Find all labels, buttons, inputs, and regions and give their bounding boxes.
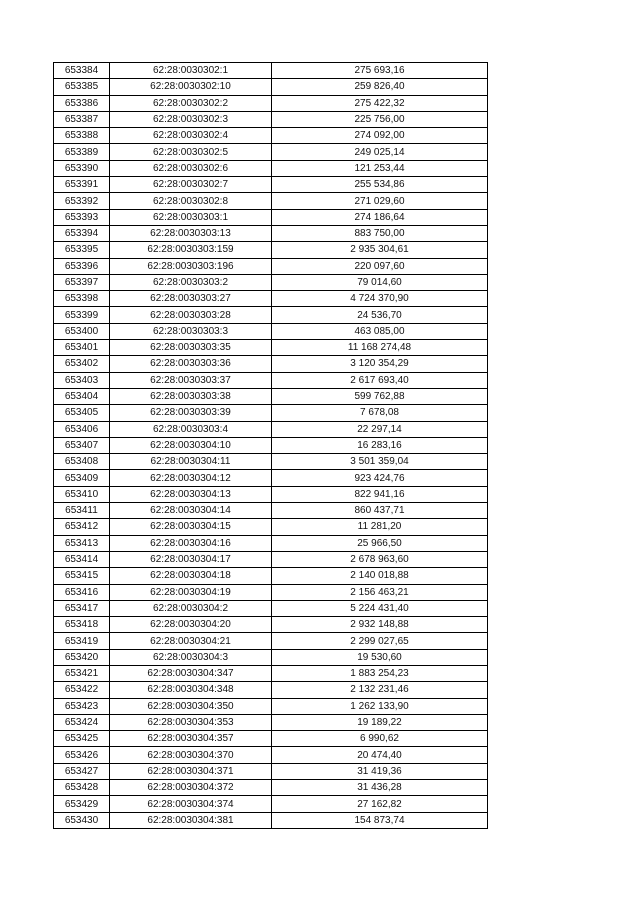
- row-number-cell: 653393: [54, 209, 110, 225]
- table-row: [54, 177, 488, 193]
- table-row: [54, 731, 488, 747]
- cadastral-number-cell: 62:28:0030303:4: [110, 421, 272, 437]
- cadastral-number-cell: 62:28:0030302:4: [110, 128, 272, 144]
- row-number-cell: 653413: [54, 535, 110, 551]
- table-row: [54, 747, 488, 763]
- row-number-cell: 653386: [54, 95, 110, 111]
- cadastral-number-cell: 62:28:0030302:7: [110, 177, 272, 193]
- cadastral-number-cell: 62:28:0030304:12: [110, 470, 272, 486]
- table-row: [54, 437, 488, 453]
- row-number-cell: 653417: [54, 600, 110, 616]
- table-row: [54, 649, 488, 665]
- table-row: [54, 551, 488, 567]
- cadastral-value-cell: 923 424,76: [272, 470, 488, 486]
- cadastral-number-cell: 62:28:0030304:16: [110, 535, 272, 551]
- cadastral-value-cell: 11 168 274,48: [272, 340, 488, 356]
- row-number-cell: 653392: [54, 193, 110, 209]
- row-number-cell: 653387: [54, 111, 110, 127]
- cadastral-number-cell: 62:28:0030303:13: [110, 225, 272, 241]
- table-row: [54, 486, 488, 502]
- cadastral-number-cell: 62:28:0030304:371: [110, 763, 272, 779]
- row-number-cell: 653384: [54, 63, 110, 79]
- row-number-cell: 653411: [54, 503, 110, 519]
- cadastral-number-cell: 62:28:0030304:10: [110, 437, 272, 453]
- cadastral-number-cell: 62:28:0030303:36: [110, 356, 272, 372]
- table-row: [54, 519, 488, 535]
- row-number-cell: 653422: [54, 682, 110, 698]
- cadastral-value-table: [53, 62, 488, 829]
- table-row: [54, 454, 488, 470]
- row-number-cell: 653429: [54, 796, 110, 812]
- table-row: [54, 405, 488, 421]
- cadastral-value-cell: 249 025,14: [272, 144, 488, 160]
- cadastral-value-cell: 2 299 027,65: [272, 633, 488, 649]
- row-number-cell: 653390: [54, 160, 110, 176]
- cadastral-value-cell: 3 501 359,04: [272, 454, 488, 470]
- row-number-cell: 653388: [54, 128, 110, 144]
- table-row: [54, 144, 488, 160]
- row-number-cell: 653400: [54, 323, 110, 339]
- cadastral-number-cell: 62:28:0030304:357: [110, 731, 272, 747]
- cadastral-value-cell: 5 224 431,40: [272, 600, 488, 616]
- cadastral-value-cell: 274 186,64: [272, 209, 488, 225]
- cadastral-number-cell: 62:28:0030304:347: [110, 665, 272, 681]
- cadastral-value-cell: 259 826,40: [272, 79, 488, 95]
- cadastral-number-cell: 62:28:0030302:8: [110, 193, 272, 209]
- table-row: [54, 95, 488, 111]
- table-row: [54, 421, 488, 437]
- row-number-cell: 653418: [54, 617, 110, 633]
- table-row: [54, 780, 488, 796]
- table-row: [54, 470, 488, 486]
- cadastral-value-cell: 3 120 354,29: [272, 356, 488, 372]
- table-row: [54, 209, 488, 225]
- row-number-cell: 653391: [54, 177, 110, 193]
- table-row: [54, 340, 488, 356]
- cadastral-number-cell: 62:28:0030302:1: [110, 63, 272, 79]
- table-row: [54, 633, 488, 649]
- cadastral-value-cell: 25 966,50: [272, 535, 488, 551]
- cadastral-value-cell: 11 281,20: [272, 519, 488, 535]
- cadastral-value-cell: 20 474,40: [272, 747, 488, 763]
- table-row: [54, 128, 488, 144]
- table-row: [54, 160, 488, 176]
- cadastral-value-cell: 6 990,62: [272, 731, 488, 747]
- row-number-cell: 653397: [54, 274, 110, 290]
- table-row: [54, 225, 488, 241]
- table-row: [54, 323, 488, 339]
- cadastral-number-cell: 62:28:0030304:20: [110, 617, 272, 633]
- cadastral-value-cell: 275 422,32: [272, 95, 488, 111]
- cadastral-value-cell: 2 678 963,60: [272, 551, 488, 567]
- row-number-cell: 653419: [54, 633, 110, 649]
- cadastral-value-cell: 2 935 304,61: [272, 242, 488, 258]
- table-row: [54, 617, 488, 633]
- cadastral-number-cell: 62:28:0030304:15: [110, 519, 272, 535]
- cadastral-number-cell: 62:28:0030304:19: [110, 584, 272, 600]
- table-body: [54, 63, 488, 829]
- cadastral-number-cell: 62:28:0030303:1: [110, 209, 272, 225]
- row-number-cell: 653408: [54, 454, 110, 470]
- cadastral-value-cell: 1 883 254,23: [272, 665, 488, 681]
- cadastral-value-cell: 271 029,60: [272, 193, 488, 209]
- table-row: [54, 193, 488, 209]
- row-number-cell: 653385: [54, 79, 110, 95]
- cadastral-value-cell: 27 162,82: [272, 796, 488, 812]
- table-row: [54, 503, 488, 519]
- row-number-cell: 653421: [54, 665, 110, 681]
- cadastral-value-cell: 275 693,16: [272, 63, 488, 79]
- cadastral-number-cell: 62:28:0030303:39: [110, 405, 272, 421]
- cadastral-number-cell: 62:28:0030304:350: [110, 698, 272, 714]
- cadastral-value-cell: 1 262 133,90: [272, 698, 488, 714]
- table-row: [54, 356, 488, 372]
- row-number-cell: 653412: [54, 519, 110, 535]
- cadastral-value-cell: 860 437,71: [272, 503, 488, 519]
- row-number-cell: 653410: [54, 486, 110, 502]
- cadastral-value-cell: 255 534,86: [272, 177, 488, 193]
- row-number-cell: 653395: [54, 242, 110, 258]
- row-number-cell: 653404: [54, 388, 110, 404]
- cadastral-number-cell: 62:28:0030303:35: [110, 340, 272, 356]
- row-number-cell: 653423: [54, 698, 110, 714]
- cadastral-number-cell: 62:28:0030302:2: [110, 95, 272, 111]
- table-row: [54, 63, 488, 79]
- cadastral-value-cell: 822 941,16: [272, 486, 488, 502]
- cadastral-value-cell: 220 097,60: [272, 258, 488, 274]
- cadastral-number-cell: 62:28:0030304:21: [110, 633, 272, 649]
- cadastral-value-cell: 7 678,08: [272, 405, 488, 421]
- cadastral-value-cell: 2 617 693,40: [272, 372, 488, 388]
- cadastral-value-cell: 121 253,44: [272, 160, 488, 176]
- cadastral-number-cell: 62:28:0030302:3: [110, 111, 272, 127]
- cadastral-number-cell: 62:28:0030304:374: [110, 796, 272, 812]
- table-row: [54, 242, 488, 258]
- cadastral-number-cell: 62:28:0030302:10: [110, 79, 272, 95]
- row-number-cell: 653401: [54, 340, 110, 356]
- row-number-cell: 653398: [54, 291, 110, 307]
- cadastral-value-cell: 2 132 231,46: [272, 682, 488, 698]
- table-row: [54, 812, 488, 828]
- cadastral-number-cell: 62:28:0030304:372: [110, 780, 272, 796]
- cadastral-number-cell: 62:28:0030303:3: [110, 323, 272, 339]
- table-row: [54, 111, 488, 127]
- row-number-cell: 653416: [54, 584, 110, 600]
- cadastral-number-cell: 62:28:0030304:353: [110, 714, 272, 730]
- row-number-cell: 653403: [54, 372, 110, 388]
- row-number-cell: 653420: [54, 649, 110, 665]
- cadastral-value-cell: 19 530,60: [272, 649, 488, 665]
- cadastral-value-cell: 463 085,00: [272, 323, 488, 339]
- cadastral-value-cell: 31 419,36: [272, 763, 488, 779]
- table-row: [54, 79, 488, 95]
- cadastral-value-cell: 2 156 463,21: [272, 584, 488, 600]
- cadastral-number-cell: 62:28:0030303:38: [110, 388, 272, 404]
- row-number-cell: 653394: [54, 225, 110, 241]
- table-row: [54, 796, 488, 812]
- cadastral-value-cell: 2 140 018,88: [272, 568, 488, 584]
- table-row: [54, 307, 488, 323]
- cadastral-number-cell: 62:28:0030304:14: [110, 503, 272, 519]
- row-number-cell: 653396: [54, 258, 110, 274]
- table-row: [54, 763, 488, 779]
- row-number-cell: 653430: [54, 812, 110, 828]
- row-number-cell: 653402: [54, 356, 110, 372]
- cadastral-number-cell: 62:28:0030303:27: [110, 291, 272, 307]
- row-number-cell: 653405: [54, 405, 110, 421]
- table-row: [54, 584, 488, 600]
- row-number-cell: 653424: [54, 714, 110, 730]
- table-row: [54, 665, 488, 681]
- cadastral-number-cell: 62:28:0030304:370: [110, 747, 272, 763]
- table-row: [54, 714, 488, 730]
- table-row: [54, 388, 488, 404]
- cadastral-number-cell: 62:28:0030304:348: [110, 682, 272, 698]
- row-number-cell: 653409: [54, 470, 110, 486]
- cadastral-value-cell: 16 283,16: [272, 437, 488, 453]
- cadastral-number-cell: 62:28:0030304:3: [110, 649, 272, 665]
- cadastral-number-cell: 62:28:0030303:28: [110, 307, 272, 323]
- row-number-cell: 653426: [54, 747, 110, 763]
- cadastral-number-cell: 62:28:0030304:13: [110, 486, 272, 502]
- row-number-cell: 653428: [54, 780, 110, 796]
- table-row: [54, 535, 488, 551]
- row-number-cell: 653406: [54, 421, 110, 437]
- cadastral-number-cell: 62:28:0030304:381: [110, 812, 272, 828]
- cadastral-value-cell: 883 750,00: [272, 225, 488, 241]
- table-row: [54, 291, 488, 307]
- cadastral-number-cell: 62:28:0030303:196: [110, 258, 272, 274]
- cadastral-number-cell: 62:28:0030304:18: [110, 568, 272, 584]
- row-number-cell: 653425: [54, 731, 110, 747]
- row-number-cell: 653415: [54, 568, 110, 584]
- row-number-cell: 653399: [54, 307, 110, 323]
- cadastral-number-cell: 62:28:0030302:6: [110, 160, 272, 176]
- row-number-cell: 653414: [54, 551, 110, 567]
- cadastral-value-cell: 79 014,60: [272, 274, 488, 290]
- table-row: [54, 600, 488, 616]
- table-row: [54, 372, 488, 388]
- table-row: [54, 274, 488, 290]
- row-number-cell: 653389: [54, 144, 110, 160]
- cadastral-number-cell: 62:28:0030303:159: [110, 242, 272, 258]
- cadastral-value-cell: 19 189,22: [272, 714, 488, 730]
- cadastral-value-cell: 4 724 370,90: [272, 291, 488, 307]
- cadastral-value-cell: 274 092,00: [272, 128, 488, 144]
- table-row: [54, 258, 488, 274]
- cadastral-value-cell: 22 297,14: [272, 421, 488, 437]
- cadastral-number-cell: 62:28:0030302:5: [110, 144, 272, 160]
- cadastral-value-cell: 154 873,74: [272, 812, 488, 828]
- cadastral-value-cell: 24 536,70: [272, 307, 488, 323]
- cadastral-value-cell: 225 756,00: [272, 111, 488, 127]
- table-row: [54, 682, 488, 698]
- row-number-cell: 653427: [54, 763, 110, 779]
- cadastral-value-cell: 2 932 148,88: [272, 617, 488, 633]
- cadastral-number-cell: 62:28:0030304:17: [110, 551, 272, 567]
- cadastral-value-cell: 31 436,28: [272, 780, 488, 796]
- cadastral-value-cell: 599 762,88: [272, 388, 488, 404]
- table-row: [54, 698, 488, 714]
- table-row: [54, 568, 488, 584]
- cadastral-number-cell: 62:28:0030303:2: [110, 274, 272, 290]
- cadastral-number-cell: 62:28:0030303:37: [110, 372, 272, 388]
- row-number-cell: 653407: [54, 437, 110, 453]
- cadastral-number-cell: 62:28:0030304:2: [110, 600, 272, 616]
- cadastral-number-cell: 62:28:0030304:11: [110, 454, 272, 470]
